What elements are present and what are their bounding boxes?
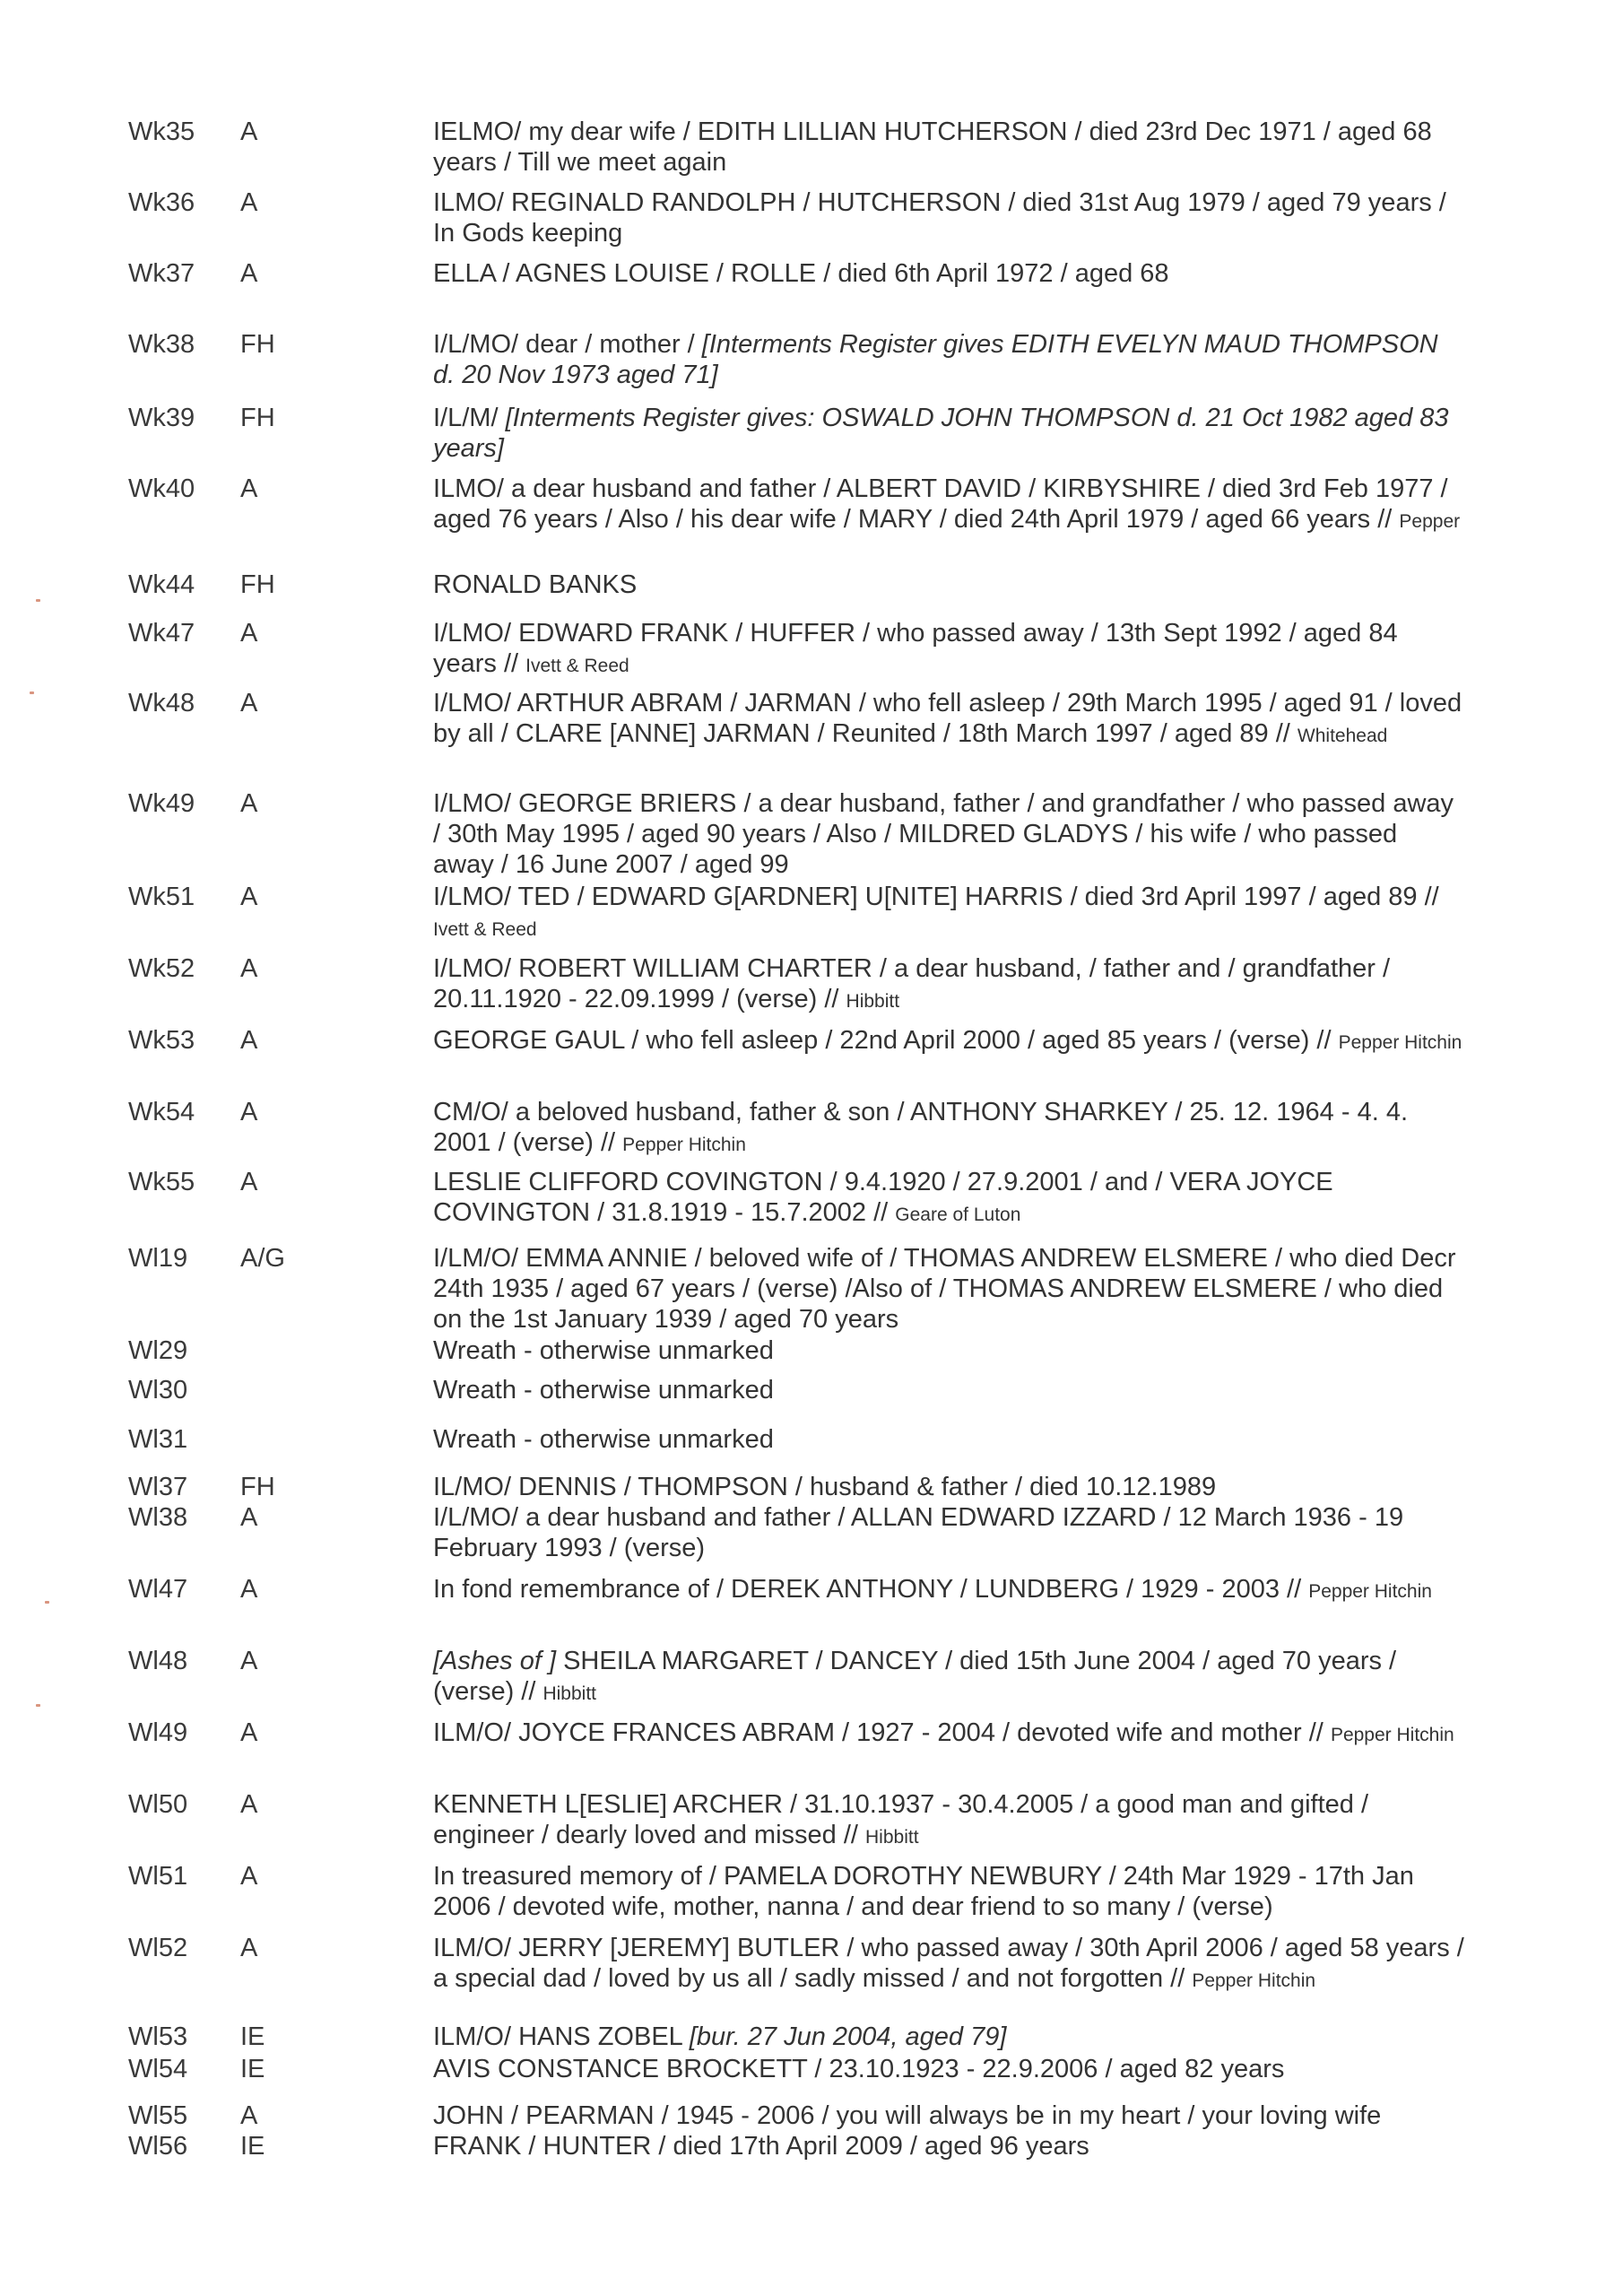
inscription: Wreath - otherwise unmarked	[433, 1376, 774, 1405]
inscription: Wreath - otherwise unmarked	[433, 1336, 774, 1365]
grave-code: Wl52	[128, 1934, 188, 1962]
memorial-type: FH	[240, 570, 275, 599]
grave-code: Wl49	[128, 1718, 188, 1747]
inscription: ILMO/ REGINALD RANDOLPH / HUTCHERSON / died 31st Aug 1979 / aged 79 years / In Gods keeping	[433, 188, 1446, 248]
memorial-type: IE	[240, 2132, 265, 2161]
mason-name: Pepper	[1399, 511, 1461, 532]
inscription: JOHN / PEARMAN / 1945 - 2006 / you will always be in my heart / your loving wife	[433, 2101, 1382, 2130]
memorial-type: A	[240, 1862, 258, 1891]
mason-name: Pepper Hitchin	[1330, 1725, 1454, 1745]
mason-name: Hibbitt	[542, 1683, 596, 1704]
inscription: IELMO/ my dear wife / EDITH LILLIAN HUTCHERSON / died 23rd Dec 1971 / aged 68 years / Till we meet again	[433, 117, 1432, 177]
memorial-type: FH	[240, 404, 275, 432]
burial-note: [bur. 27 Jun 2004, aged 79]	[689, 2022, 1007, 2051]
grave-code: Wl55	[128, 2101, 188, 2130]
memorial-type: A	[240, 883, 258, 911]
grave-code: Wk52	[128, 954, 195, 983]
inscription: AVIS CONSTANCE BROCKETT / 23.10.1923 - 22.9.2006 / aged 82 years	[433, 2055, 1285, 2083]
scan-speck	[30, 691, 34, 694]
inscription: CM/O/ a beloved husband, father & son / ANTHONY SHARKEY / 25. 12. 1964 - 4. 4. 2001 / (verse) // Pepper Hitchin	[433, 1098, 1409, 1157]
grave-code: Wk37	[128, 259, 195, 288]
memorial-type: A	[240, 474, 258, 503]
grave-code: Wk49	[128, 789, 195, 818]
memorial-type: A	[240, 1647, 258, 1675]
inscription: I/LMO/ GEORGE BRIERS / a dear husband, father / and grandfather / who passed away / 30th May 1995 / aged 90 years / Also / MILDRED GLADYS / his wife / who passed away / 16 June 2007 / aged 99	[433, 789, 1454, 879]
inscription: I/LM/O/ EMMA ANNIE / beloved wife of / THOMAS ANDREW ELSMERE / who died Decr 24th 1935 / aged 67 years / (verse) /Also of / THOMAS ANDREW ELSMERE / who died on the 1st January 1939 / aged 70 years	[433, 1244, 1456, 1334]
grave-code: Wl56	[128, 2132, 188, 2161]
memorial-type: IE	[240, 2022, 265, 2051]
grave-code: Wk35	[128, 117, 195, 146]
inscription: GEORGE GAUL / who fell asleep / 22nd April 2000 / aged 85 years / (verse) // Pepper Hitchin	[433, 1026, 1462, 1055]
inscription: I/LMO/ TED / EDWARD G[ARDNER] U[NITE] HARRIS / died 3rd April 1997 / aged 89 // Ivett & Reed	[433, 883, 1439, 940]
grave-code: Wk36	[128, 188, 195, 217]
mason-name: Pepper Hitchin	[1308, 1581, 1432, 1602]
grave-code: Wk54	[128, 1098, 195, 1126]
grave-code: Wk39	[128, 404, 195, 432]
grave-code: Wk53	[128, 1026, 195, 1055]
memorial-type: A	[240, 1575, 258, 1604]
memorial-type: A	[240, 117, 258, 146]
grave-code: Wl29	[128, 1336, 188, 1365]
grave-code: Wl19	[128, 1244, 188, 1273]
inscription: ILM/O/ JOYCE FRANCES ABRAM / 1927 - 2004 / devoted wife and mother // Pepper Hitchin	[433, 1718, 1454, 1747]
grave-code: Wl37	[128, 1473, 188, 1501]
grave-code: Wk38	[128, 330, 195, 359]
inscription: In treasured memory of / PAMELA DOROTHY NEWBURY / 24th Mar 1929 - 17th Jan 2006 / devoted wife, mother, nanna / and dear friend to so many / (verse)	[433, 1862, 1414, 1921]
inscription: I/LMO/ ARTHUR ABRAM / JARMAN / who fell asleep / 29th March 1995 / aged 91 / loved by all / CLARE [ANNE] JARMAN / Reunited / 18th March 1997 / aged 89 // Whitehead	[433, 689, 1462, 748]
scan-speck	[45, 1601, 49, 1604]
inscription: LESLIE CLIFFORD COVINGTON / 9.4.1920 / 27.9.2001 / and / VERA JOYCE COVINGTON / 31.8.1919 - 15.7.2002 // Geare of Luton	[433, 1168, 1333, 1227]
inscription: ILM/O/ JERRY [JEREMY] BUTLER / who passed away / 30th April 2006 / aged 58 years / a special dad / loved by us all / sadly missed / and not forgotten // Pepper Hitchin	[433, 1934, 1464, 1993]
inscription: KENNETH L[ESLIE] ARCHER / 31.10.1937 - 30.4.2005 / a good man and gifted / engineer / dearly loved and missed // Hibbitt	[433, 1790, 1368, 1849]
inscription: ELLA / AGNES LOUISE / ROLLE / died 6th April 1972 / aged 68	[433, 259, 1169, 288]
mason-name: Whitehead	[1297, 726, 1388, 746]
inscription: I/L/M/ [Interments Register gives: OSWALD JOHN THOMPSON d. 21 Oct 1982 aged 83 years]	[433, 404, 1449, 463]
grave-code: Wl48	[128, 1647, 188, 1675]
memorial-type: A	[240, 1503, 258, 1532]
memorial-type: A	[240, 1098, 258, 1126]
mason-name: Ivett & Reed	[433, 919, 537, 940]
inscription: [Ashes of ] SHEILA MARGARET / DANCEY / died 15th June 2004 / aged 70 years / (verse) // Hibbitt	[433, 1647, 1397, 1706]
memorial-type: A/G	[240, 1244, 285, 1273]
inscription: ILM/O/ HANS ZOBEL [bur. 27 Jun 2004, aged 79]	[433, 2022, 1007, 2051]
memorial-type: A	[240, 1026, 258, 1055]
register-note: [Interments Register gives EDITH EVELYN MAUD THOMPSON d. 20 Nov 1973 aged 71]	[433, 330, 1438, 389]
grave-code: Wl47	[128, 1575, 188, 1604]
grave-code: Wl51	[128, 1862, 188, 1891]
inscription: FRANK / HUNTER / died 17th April 2009 / aged 96 years	[433, 2132, 1089, 2161]
memorial-type: A	[240, 954, 258, 983]
mason-name: Geare of Luton	[895, 1205, 1021, 1225]
memorial-type: A	[240, 188, 258, 217]
inscription: Wreath - otherwise unmarked	[433, 1425, 774, 1454]
inscription: RONALD BANKS	[433, 570, 638, 599]
grave-code: Wl53	[128, 2022, 188, 2051]
ashes-note: [Ashes of ]	[433, 1647, 557, 1675]
scan-speck	[36, 599, 40, 602]
grave-code: Wk51	[128, 883, 195, 911]
inscription: ILMO/ a dear husband and father / ALBERT DAVID / KIRBYSHIRE / died 3rd Feb 1977 / aged 76 years / Also / his dear wife / MARY / died 24th April 1979 / aged 66 years // Pepper	[433, 474, 1461, 534]
inscription: I/LMO/ ROBERT WILLIAM CHARTER / a dear husband, / father and / grandfather / 20.11.1920 - 22.09.1999 / (verse) // Hibbitt	[433, 954, 1391, 1013]
grave-code: Wl54	[128, 2055, 188, 2083]
grave-code: Wk55	[128, 1168, 195, 1196]
memorial-type: IE	[240, 2055, 265, 2083]
memorial-type: A	[240, 689, 258, 718]
grave-code: Wl31	[128, 1425, 188, 1454]
mason-name: Pepper Hitchin	[622, 1135, 746, 1155]
memorial-type: A	[240, 1934, 258, 1962]
inscription: IL/MO/ DENNIS / THOMPSON / husband & father / died 10.12.1989	[433, 1473, 1217, 1501]
memorial-type: A	[240, 1790, 258, 1819]
grave-code: Wk40	[128, 474, 195, 503]
inscription: I/LMO/ EDWARD FRANK / HUFFER / who passed away / 13th Sept 1992 / aged 84 years // Ivett & Reed	[433, 619, 1398, 678]
memorial-type: A	[240, 1168, 258, 1196]
mason-name: Pepper Hitchin	[1338, 1032, 1462, 1053]
memorial-type: A	[240, 619, 258, 648]
inscription: I/L/MO/ dear / mother / [Interments Register gives EDITH EVELYN MAUD THOMPSON d. 20 Nov 1973 aged 71]	[433, 330, 1438, 389]
mason-name: Pepper Hitchin	[1192, 1970, 1316, 1991]
register-note: [Interments Register gives: OSWALD JOHN THOMPSON d. 21 Oct 1982 aged 83 years]	[433, 404, 1449, 463]
scan-speck	[36, 1704, 40, 1707]
memorial-type: A	[240, 789, 258, 818]
memorial-type: A	[240, 2101, 258, 2130]
grave-code: Wl38	[128, 1503, 188, 1532]
mason-name: Hibbitt	[846, 991, 900, 1012]
grave-code: Wk44	[128, 570, 195, 599]
grave-code: Wl50	[128, 1790, 188, 1819]
memorial-type: FH	[240, 330, 275, 359]
inscription: I/L/MO/ a dear husband and father / ALLAN EDWARD IZZARD / 12 March 1936 - 19 February 1993 / (verse)	[433, 1503, 1404, 1562]
mason-name: Ivett & Reed	[525, 656, 629, 676]
grave-code: Wk47	[128, 619, 195, 648]
memorial-type: FH	[240, 1473, 275, 1501]
memorial-type: A	[240, 259, 258, 288]
grave-code: Wk48	[128, 689, 195, 718]
memorial-type: A	[240, 1718, 258, 1747]
grave-code: Wl30	[128, 1376, 188, 1405]
inscription: In fond remembrance of / DEREK ANTHONY / LUNDBERG / 1929 - 2003 // Pepper Hitchin	[433, 1575, 1432, 1604]
mason-name: Hibbitt	[865, 1827, 919, 1848]
